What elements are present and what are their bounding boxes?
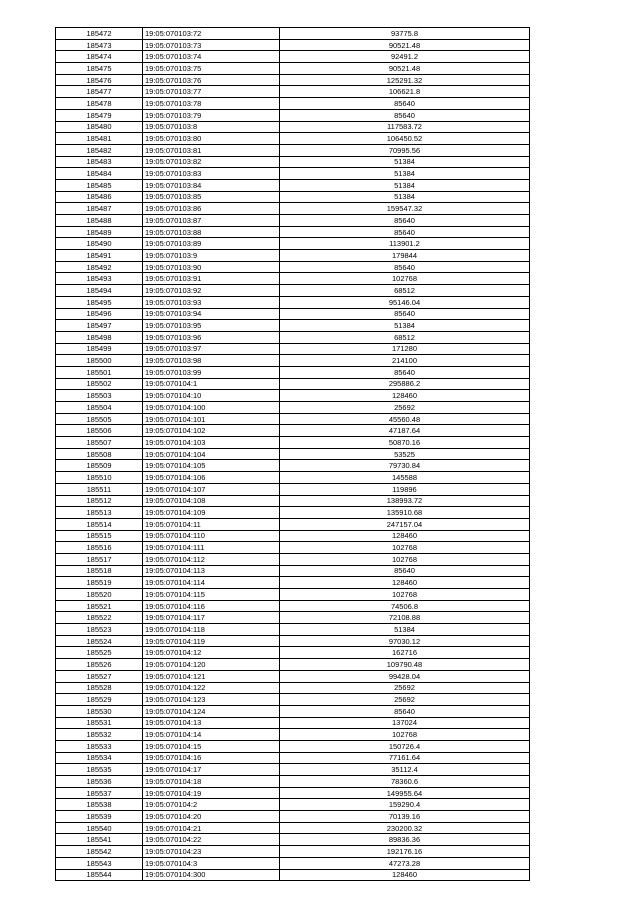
cadastral-number-cell: 19:05:070104:2 [143, 799, 280, 811]
value-cell: 25692 [280, 694, 530, 706]
row-id-cell: 185498 [56, 331, 143, 343]
row-id-cell: 185491 [56, 250, 143, 262]
cadastral-number-cell: 19:05:070104:18 [143, 776, 280, 788]
value-cell: 102768 [280, 729, 530, 741]
value-cell: 92491.2 [280, 51, 530, 63]
table-row [56, 717, 530, 729]
table-row [56, 799, 530, 811]
row-id-cell: 185526 [56, 659, 143, 671]
row-id-cell: 185480 [56, 121, 143, 133]
table-row [56, 144, 530, 156]
cadastral-number-cell: 19:05:070104:113 [143, 565, 280, 577]
table-row [56, 659, 530, 671]
row-id-cell: 185519 [56, 577, 143, 589]
row-id-cell: 185501 [56, 366, 143, 378]
cadastral-number-cell: 19:05:070103:94 [143, 308, 280, 320]
row-id-cell: 185522 [56, 612, 143, 624]
row-id-cell: 185496 [56, 308, 143, 320]
table-row [56, 51, 530, 63]
value-cell: 51384 [280, 156, 530, 168]
table-row [56, 273, 530, 285]
table-row [56, 589, 530, 601]
value-cell: 102768 [280, 542, 530, 554]
value-cell: 77161.64 [280, 752, 530, 764]
cadastral-number-cell: 19:05:070104:124 [143, 705, 280, 717]
row-id-cell: 185532 [56, 729, 143, 741]
table-row [56, 787, 530, 799]
cadastral-number-cell: 19:05:070103:92 [143, 285, 280, 297]
table-row [56, 600, 530, 612]
row-id-cell: 185490 [56, 238, 143, 250]
table-body [56, 28, 530, 881]
row-id-cell: 185508 [56, 448, 143, 460]
value-cell: 106621.8 [280, 86, 530, 98]
table-row [56, 28, 530, 40]
table-row [56, 191, 530, 203]
row-id-cell: 185475 [56, 63, 143, 75]
value-cell: 85640 [280, 366, 530, 378]
value-cell: 159290.4 [280, 799, 530, 811]
value-cell: 70995.56 [280, 144, 530, 156]
table-row [56, 530, 530, 542]
cadastral-number-cell: 19:05:070103:98 [143, 355, 280, 367]
table-row [56, 308, 530, 320]
value-cell: 85640 [280, 565, 530, 577]
cadastral-number-cell: 19:05:070103:79 [143, 109, 280, 121]
value-cell: 51384 [280, 320, 530, 332]
cadastral-number-cell: 19:05:070103:95 [143, 320, 280, 332]
row-id-cell: 185476 [56, 74, 143, 86]
row-id-cell: 185486 [56, 191, 143, 203]
table-row [56, 483, 530, 495]
row-id-cell: 185528 [56, 682, 143, 694]
cadastral-number-cell: 19:05:070104:102 [143, 425, 280, 437]
table-row [56, 63, 530, 75]
cadastral-number-cell: 19:05:070104:3 [143, 857, 280, 869]
table-row [56, 109, 530, 121]
row-id-cell: 185514 [56, 518, 143, 530]
row-id-cell: 185544 [56, 869, 143, 881]
value-cell: 102768 [280, 273, 530, 285]
cadastral-number-cell: 19:05:070104:23 [143, 846, 280, 858]
row-id-cell: 185530 [56, 705, 143, 717]
table-row [56, 320, 530, 332]
cadastral-number-cell: 19:05:070103:9 [143, 250, 280, 262]
value-cell: 90521.48 [280, 39, 530, 51]
value-cell: 113901.2 [280, 238, 530, 250]
cadastral-number-cell: 19:05:070104:110 [143, 530, 280, 542]
table-row [56, 507, 530, 519]
value-cell: 135910.68 [280, 507, 530, 519]
value-cell: 47187.64 [280, 425, 530, 437]
cadastral-number-cell: 19:05:070104:123 [143, 694, 280, 706]
row-id-cell: 185533 [56, 740, 143, 752]
value-cell: 68512 [280, 285, 530, 297]
value-cell: 70139.16 [280, 811, 530, 823]
table-row [56, 624, 530, 636]
cadastral-number-cell: 19:05:070104:119 [143, 635, 280, 647]
cadastral-number-cell: 19:05:070104:100 [143, 402, 280, 414]
cadastral-number-cell: 19:05:070104:10 [143, 390, 280, 402]
row-id-cell: 185517 [56, 553, 143, 565]
value-cell: 138993.72 [280, 495, 530, 507]
row-id-cell: 185502 [56, 378, 143, 390]
value-cell: 247157.04 [280, 518, 530, 530]
table-row [56, 390, 530, 402]
row-id-cell: 185481 [56, 133, 143, 145]
table-row [56, 811, 530, 823]
row-id-cell: 185472 [56, 28, 143, 40]
value-cell: 68512 [280, 331, 530, 343]
table-row [56, 74, 530, 86]
row-id-cell: 185473 [56, 39, 143, 51]
row-id-cell: 185539 [56, 811, 143, 823]
cadastral-number-cell: 19:05:070104:107 [143, 483, 280, 495]
value-cell: 117583.72 [280, 121, 530, 133]
value-cell: 102768 [280, 589, 530, 601]
row-id-cell: 185494 [56, 285, 143, 297]
row-id-cell: 185521 [56, 600, 143, 612]
cadastral-number-cell: 19:05:070104:103 [143, 437, 280, 449]
value-cell: 214100 [280, 355, 530, 367]
row-id-cell: 185489 [56, 226, 143, 238]
value-cell: 192176.16 [280, 846, 530, 858]
cadastral-number-cell: 19:05:070103:85 [143, 191, 280, 203]
cadastral-number-cell: 19:05:070104:13 [143, 717, 280, 729]
row-id-cell: 185538 [56, 799, 143, 811]
table-row [56, 647, 530, 659]
cadastral-number-cell: 19:05:070103:75 [143, 63, 280, 75]
cadastral-number-cell: 19:05:070104:112 [143, 553, 280, 565]
table-row [56, 86, 530, 98]
value-cell: 78360.6 [280, 776, 530, 788]
table-row [56, 460, 530, 472]
value-cell: 95146.04 [280, 296, 530, 308]
value-cell: 85640 [280, 109, 530, 121]
table-row [56, 857, 530, 869]
row-id-cell: 185520 [56, 589, 143, 601]
cadastral-number-cell: 19:05:070104:116 [143, 600, 280, 612]
value-cell: 102768 [280, 553, 530, 565]
table-row [56, 553, 530, 565]
table-row [56, 729, 530, 741]
table-row [56, 331, 530, 343]
table-row [56, 226, 530, 238]
row-id-cell: 185525 [56, 647, 143, 659]
cadastral-number-cell: 19:05:070104:115 [143, 589, 280, 601]
cadastral-number-cell: 19:05:070104:22 [143, 834, 280, 846]
table-row [56, 296, 530, 308]
cadastral-number-cell: 19:05:070104:17 [143, 764, 280, 776]
table-row [56, 413, 530, 425]
table-row [56, 366, 530, 378]
value-cell: 159547.32 [280, 203, 530, 215]
value-cell: 90521.48 [280, 63, 530, 75]
row-id-cell: 185510 [56, 472, 143, 484]
cadastral-number-cell: 19:05:070104:108 [143, 495, 280, 507]
cadastral-number-cell: 19:05:070103:99 [143, 366, 280, 378]
cadastral-number-cell: 19:05:070103:89 [143, 238, 280, 250]
cadastral-number-cell: 19:05:070103:72 [143, 28, 280, 40]
value-cell: 128460 [280, 577, 530, 589]
cadastral-number-cell: 19:05:070103:78 [143, 98, 280, 110]
row-id-cell: 185487 [56, 203, 143, 215]
value-cell: 50870.16 [280, 437, 530, 449]
value-cell: 128460 [280, 390, 530, 402]
table-row [56, 238, 530, 250]
cadastral-number-cell: 19:05:070104:122 [143, 682, 280, 694]
table-row [56, 168, 530, 180]
row-id-cell: 185515 [56, 530, 143, 542]
table-row [56, 834, 530, 846]
table-row [56, 133, 530, 145]
value-cell: 25692 [280, 682, 530, 694]
row-id-cell: 185474 [56, 51, 143, 63]
row-id-cell: 185506 [56, 425, 143, 437]
row-id-cell: 185536 [56, 776, 143, 788]
value-cell: 128460 [280, 530, 530, 542]
cadastral-number-cell: 19:05:070104:101 [143, 413, 280, 425]
table-row [56, 343, 530, 355]
table-row [56, 203, 530, 215]
table-row [56, 250, 530, 262]
value-cell: 85640 [280, 261, 530, 273]
value-cell: 179844 [280, 250, 530, 262]
table-row [56, 822, 530, 834]
row-id-cell: 185535 [56, 764, 143, 776]
cadastral-number-cell: 19:05:070104:1 [143, 378, 280, 390]
row-id-cell: 185479 [56, 109, 143, 121]
data-table [55, 27, 530, 881]
cadastral-number-cell: 19:05:070103:74 [143, 51, 280, 63]
value-cell: 125291.32 [280, 74, 530, 86]
value-cell: 45560.48 [280, 413, 530, 425]
value-cell: 150726.4 [280, 740, 530, 752]
cadastral-number-cell: 19:05:070104:12 [143, 647, 280, 659]
value-cell: 35112.4 [280, 764, 530, 776]
value-cell: 89836.36 [280, 834, 530, 846]
value-cell: 171280 [280, 343, 530, 355]
value-cell: 51384 [280, 191, 530, 203]
row-id-cell: 185529 [56, 694, 143, 706]
cadastral-number-cell: 19:05:070104:121 [143, 670, 280, 682]
row-id-cell: 185527 [56, 670, 143, 682]
value-cell: 53525 [280, 448, 530, 460]
value-cell: 106450.52 [280, 133, 530, 145]
cadastral-number-cell: 19:05:070103:93 [143, 296, 280, 308]
table-row [56, 752, 530, 764]
table-row [56, 472, 530, 484]
cadastral-number-cell: 19:05:070103:87 [143, 215, 280, 227]
row-id-cell: 185483 [56, 156, 143, 168]
row-id-cell: 185507 [56, 437, 143, 449]
table-row [56, 635, 530, 647]
value-cell: 85640 [280, 98, 530, 110]
value-cell: 93775.8 [280, 28, 530, 40]
cadastral-number-cell: 19:05:070103:77 [143, 86, 280, 98]
row-id-cell: 185478 [56, 98, 143, 110]
table-row [56, 437, 530, 449]
value-cell: 51384 [280, 624, 530, 636]
table-row [56, 694, 530, 706]
table-row [56, 705, 530, 717]
row-id-cell: 185524 [56, 635, 143, 647]
value-cell: 230200.32 [280, 822, 530, 834]
cadastral-number-cell: 19:05:070104:111 [143, 542, 280, 554]
table-row [56, 402, 530, 414]
row-id-cell: 185543 [56, 857, 143, 869]
cadastral-number-cell: 19:05:070104:21 [143, 822, 280, 834]
cadastral-number-cell: 19:05:070104:109 [143, 507, 280, 519]
value-cell: 74506.8 [280, 600, 530, 612]
cadastral-number-cell: 19:05:070103:80 [143, 133, 280, 145]
row-id-cell: 185540 [56, 822, 143, 834]
table-row [56, 448, 530, 460]
cadastral-number-cell: 19:05:070104:105 [143, 460, 280, 472]
row-id-cell: 185516 [56, 542, 143, 554]
row-id-cell: 185477 [56, 86, 143, 98]
table-row [56, 869, 530, 881]
table-row [56, 670, 530, 682]
cadastral-number-cell: 19:05:070104:11 [143, 518, 280, 530]
table-row [56, 98, 530, 110]
row-id-cell: 185503 [56, 390, 143, 402]
row-id-cell: 185504 [56, 402, 143, 414]
row-id-cell: 185509 [56, 460, 143, 472]
value-cell: 79730.84 [280, 460, 530, 472]
value-cell: 99428.04 [280, 670, 530, 682]
row-id-cell: 185493 [56, 273, 143, 285]
value-cell: 137024 [280, 717, 530, 729]
cadastral-number-cell: 19:05:070103:88 [143, 226, 280, 238]
value-cell: 72108.88 [280, 612, 530, 624]
value-cell: 51384 [280, 168, 530, 180]
row-id-cell: 185513 [56, 507, 143, 519]
table-row [56, 846, 530, 858]
cadastral-number-cell: 19:05:070103:8 [143, 121, 280, 133]
cadastral-number-cell: 19:05:070103:83 [143, 168, 280, 180]
value-cell: 85640 [280, 215, 530, 227]
cadastral-number-cell: 19:05:070103:90 [143, 261, 280, 273]
row-id-cell: 185482 [56, 144, 143, 156]
value-cell: 51384 [280, 179, 530, 191]
row-id-cell: 185485 [56, 179, 143, 191]
cadastral-number-cell: 19:05:070104:14 [143, 729, 280, 741]
cadastral-number-cell: 19:05:070103:82 [143, 156, 280, 168]
table-row [56, 577, 530, 589]
table-row [56, 156, 530, 168]
value-cell: 162716 [280, 647, 530, 659]
cadastral-number-cell: 19:05:070104:114 [143, 577, 280, 589]
table-row [56, 215, 530, 227]
value-cell: 25692 [280, 402, 530, 414]
row-id-cell: 185542 [56, 846, 143, 858]
table-row [56, 425, 530, 437]
cadastral-number-cell: 19:05:070104:118 [143, 624, 280, 636]
cadastral-number-cell: 19:05:070103:91 [143, 273, 280, 285]
value-cell: 109790.48 [280, 659, 530, 671]
table-row [56, 495, 530, 507]
cadastral-number-cell: 19:05:070103:86 [143, 203, 280, 215]
row-id-cell: 185488 [56, 215, 143, 227]
cadastral-number-cell: 19:05:070104:117 [143, 612, 280, 624]
value-cell: 119896 [280, 483, 530, 495]
table-row [56, 285, 530, 297]
table-row [56, 740, 530, 752]
table-row [56, 565, 530, 577]
row-id-cell: 185484 [56, 168, 143, 180]
cadastral-number-cell: 19:05:070104:16 [143, 752, 280, 764]
value-cell: 295886.2 [280, 378, 530, 390]
row-id-cell: 185534 [56, 752, 143, 764]
cadastral-number-cell: 19:05:070104:15 [143, 740, 280, 752]
table-row [56, 542, 530, 554]
value-cell: 85640 [280, 226, 530, 238]
cadastral-number-cell: 19:05:070103:76 [143, 74, 280, 86]
row-id-cell: 185492 [56, 261, 143, 273]
cadastral-number-cell: 19:05:070103:97 [143, 343, 280, 355]
table-row [56, 39, 530, 51]
value-cell: 85640 [280, 705, 530, 717]
row-id-cell: 185537 [56, 787, 143, 799]
value-cell: 149955.64 [280, 787, 530, 799]
value-cell: 145588 [280, 472, 530, 484]
table-row [56, 378, 530, 390]
cadastral-number-cell: 19:05:070104:19 [143, 787, 280, 799]
row-id-cell: 185523 [56, 624, 143, 636]
cadastral-number-cell: 19:05:070104:120 [143, 659, 280, 671]
cadastral-number-cell: 19:05:070104:104 [143, 448, 280, 460]
value-cell: 97030.12 [280, 635, 530, 647]
table-row [56, 612, 530, 624]
table-row [56, 179, 530, 191]
row-id-cell: 185499 [56, 343, 143, 355]
table-row [56, 121, 530, 133]
row-id-cell: 185495 [56, 296, 143, 308]
table-row [56, 682, 530, 694]
row-id-cell: 185500 [56, 355, 143, 367]
value-cell: 128460 [280, 869, 530, 881]
row-id-cell: 185531 [56, 717, 143, 729]
row-id-cell: 185518 [56, 565, 143, 577]
table-row [56, 776, 530, 788]
table-row [56, 518, 530, 530]
table-row [56, 355, 530, 367]
value-cell: 47273.28 [280, 857, 530, 869]
row-id-cell: 185511 [56, 483, 143, 495]
table-row [56, 764, 530, 776]
cadastral-number-cell: 19:05:070103:81 [143, 144, 280, 156]
cadastral-number-cell: 19:05:070104:20 [143, 811, 280, 823]
cadastral-number-cell: 19:05:070103:84 [143, 179, 280, 191]
cadastral-number-cell: 19:05:070103:96 [143, 331, 280, 343]
value-cell: 85640 [280, 308, 530, 320]
table-row [56, 261, 530, 273]
row-id-cell: 185541 [56, 834, 143, 846]
cadastral-number-cell: 19:05:070104:106 [143, 472, 280, 484]
cadastral-number-cell: 19:05:070104:300 [143, 869, 280, 881]
row-id-cell: 185497 [56, 320, 143, 332]
row-id-cell: 185505 [56, 413, 143, 425]
cadastral-number-cell: 19:05:070103:73 [143, 39, 280, 51]
row-id-cell: 185512 [56, 495, 143, 507]
